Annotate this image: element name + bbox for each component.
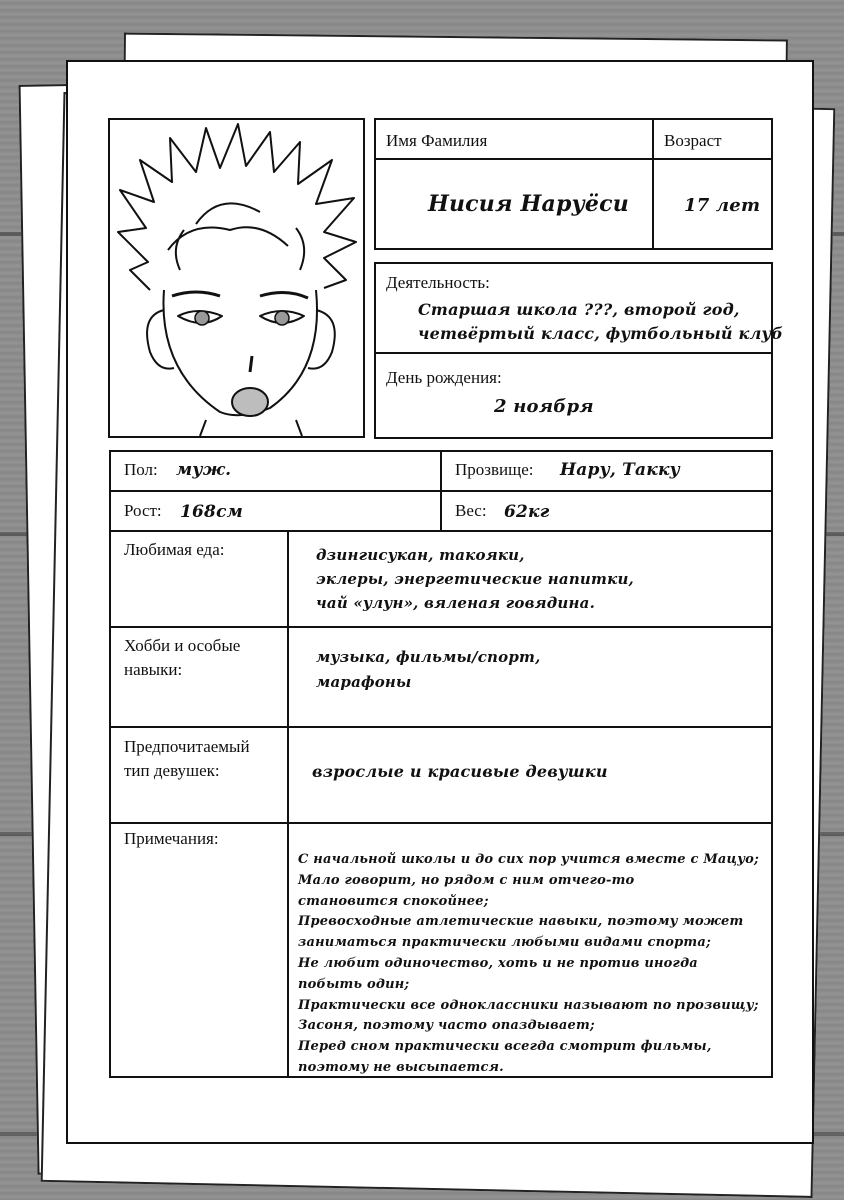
divider <box>287 530 289 1078</box>
birthday-value: 2 ноября <box>494 396 594 417</box>
notes-text <box>298 850 759 1079</box>
nickname-label: Прозвище: <box>455 460 534 479</box>
hobbies-line: музыка, фильмы/спорт, <box>316 648 541 666</box>
name-label: Имя Фамилия <box>386 131 488 150</box>
divider <box>109 726 773 728</box>
food-label: Любимая еда: <box>124 540 225 559</box>
age-label: Возраст <box>664 131 722 150</box>
divider <box>374 158 773 160</box>
notes-line: заниматься практически любыми видами спорта; <box>298 935 711 951</box>
food-line: дзингисукан, такояки, <box>316 546 525 564</box>
height-value: 168см <box>180 502 243 522</box>
gender-value: муж. <box>176 460 232 480</box>
notes-line: Практически все одноклассники называют по прозвищу; <box>298 997 759 1013</box>
notes-line: Не любит одиночество, хоть и не против иногда <box>298 955 698 971</box>
food-line: чай «улун», вяленая говядина. <box>316 594 595 612</box>
notes-label: Примечания: <box>124 829 219 848</box>
weight-value: 62кг <box>504 502 550 522</box>
gender-label: Пол: <box>124 460 158 479</box>
girls-label: Предпочитаемый <box>124 737 250 756</box>
character-drawing <box>110 120 363 436</box>
divider <box>652 118 654 250</box>
divider <box>109 822 773 824</box>
hobbies-label: Хобби и особые <box>124 636 241 655</box>
weight-label: Вес: <box>455 501 487 520</box>
divider <box>440 450 442 532</box>
notes-line: поэтому не высыпается. <box>298 1059 504 1075</box>
notes-line: Мало говорит, но рядом с ним отчего-то <box>298 872 635 888</box>
age-value: 17 лет <box>684 195 761 216</box>
notes-line: становится спокойнее; <box>298 893 489 909</box>
divider <box>109 626 773 628</box>
notes-line: Превосходные атлетические навыки, поэтому может <box>298 914 744 930</box>
girls-label: тип девушек: <box>124 761 220 780</box>
notes-line: Засоня, поэтому часто опаздывает; <box>298 1018 595 1034</box>
height-label: Рост: <box>124 501 162 520</box>
activity-line: четвёртый класс, футбольный клуб <box>418 324 784 343</box>
notes-line: побыть один; <box>298 976 410 992</box>
activity-label: Деятельность: <box>386 273 490 292</box>
activity-line: Старшая школа ???, второй год, <box>418 300 740 319</box>
notes-line: Перед сном практически всегда смотрит фильмы, <box>298 1039 712 1055</box>
hobbies-line: марафоны <box>316 673 412 691</box>
name-value: Нисия Наруёси <box>428 191 629 217</box>
nickname-value: Нару, Такку <box>560 460 681 480</box>
divider <box>374 352 773 354</box>
food-line: эклеры, энергетические напитки, <box>316 570 634 588</box>
birthday-label: День рождения: <box>386 368 502 387</box>
notes-line: С начальной школы и до сих пор учится вместе с Мацуо; <box>298 852 760 867</box>
character-portrait <box>108 118 365 438</box>
girls-value: взрослые и красивые девушки <box>312 762 608 781</box>
hobbies-label: навыки: <box>124 660 183 679</box>
